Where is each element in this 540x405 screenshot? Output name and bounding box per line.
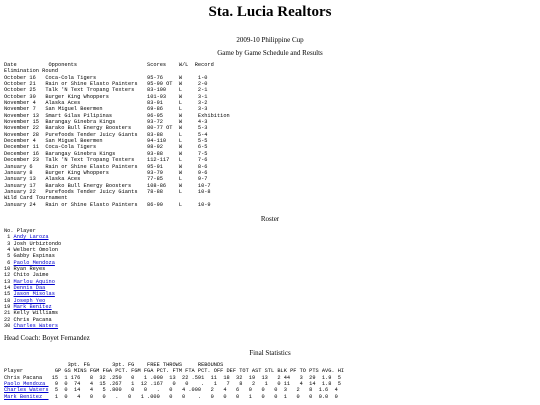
player-number: 10 (4, 266, 14, 273)
player-link[interactable]: Jason Misolas (13, 291, 55, 298)
player-number: 5 (4, 253, 14, 260)
player-link[interactable]: Paolo Mendoza (13, 259, 55, 266)
stats-heading: Final Statistics (249, 349, 291, 357)
roster-row (4, 323, 61, 329)
stats-values: 1 0 4 0 0 . 0 1 .000 0 0 . 0 0 0 1 0 0 1 0 0 0.0 0 (48, 393, 338, 400)
schedule-row: January 22 Purefoods Tender Juicy Giants 78-88 L 10-8 (4, 188, 211, 195)
schedule-row: December 16 Barangay Ginebra Kings 93-88 W 7-5 (4, 150, 208, 157)
player-number: 30 (4, 323, 14, 330)
player-name: Josh Urbiztondo (13, 240, 62, 247)
player-number: 22 (4, 316, 14, 323)
stats-header-group: 3pt. FG 3pt. FG FREE THROWS REBOUNDS (4, 362, 224, 368)
roster-list (4, 228, 61, 330)
schedule-row: December 11 Coca-Cola Tigers 98-92 W 6-5 (4, 144, 208, 151)
page-title: Sta. Lucia Realtors (208, 4, 332, 20)
stats-table (4, 362, 344, 400)
schedule-table (4, 62, 230, 208)
player-number: 1 (4, 234, 14, 241)
player-name: Gabby Espinas (13, 253, 55, 260)
schedule-row: November 15 Barangay Ginebra Kings 93-72 W 4-3 (4, 119, 208, 126)
player-link[interactable]: Dennis Daa (13, 285, 46, 292)
player-link[interactable]: Marlou Aquino (13, 278, 55, 285)
player-link[interactable]: Charles Waters (4, 387, 49, 394)
player-number: 13 (4, 278, 14, 285)
schedule-header: Date Opponents Scores W/L Record (4, 62, 214, 68)
schedule-row: January 17 Barako Bull Energy Boosters 108-86 W 10-7 (4, 182, 211, 189)
player-link[interactable]: Charles Waters (13, 323, 59, 330)
player-number: 18 (4, 297, 14, 304)
player-link[interactable]: Andy Laroza (13, 234, 49, 241)
player-link[interactable]: Mark Benitez (13, 304, 52, 311)
player-name: Kelly Williams (13, 310, 59, 317)
schedule-row: Wild Card Tournament (4, 195, 68, 202)
player-number: 3 (4, 240, 14, 247)
player-name: Welbert Omolon (13, 247, 59, 254)
stats-values: 15 1 176 8 32 .250 0 1 .000 13 22 .591 11 18 32 19 13 2 44 3 29 1.9 5 (48, 374, 341, 381)
roster-header: No. Player (4, 228, 36, 234)
schedule-row: November 7 San Miguel Beermen 69-86 L 3-3 (4, 106, 208, 113)
schedule-row: October 25 Talk 'N Text Tropang Texters 83-100 L 2-1 (4, 87, 208, 94)
player-number: 19 (4, 304, 14, 311)
player-number: 12 (4, 272, 14, 279)
player-number: 15 (4, 291, 14, 298)
stats-values: 9 0 74 4 15 .267 1 12 .167 0 0 . 1 7 8 2 1 0 11 4 14 1.8 5 (48, 381, 341, 388)
player-number: 4 (4, 247, 14, 254)
schedule-row: October 16 Coca-Cola Tigers 95-76 W 1-0 (4, 74, 208, 81)
player-link[interactable]: Mark Benitez (4, 393, 49, 400)
player-name: Chris Pacana (4, 374, 49, 381)
player-link[interactable]: Joseph Yeo (13, 297, 46, 304)
stats-row (4, 394, 344, 400)
schedule-row: December 4 San Miguel Beermen 94-110 L 5-5 (4, 138, 208, 145)
head-coach: Head Coach: Boyet Fernandez (4, 334, 90, 342)
schedule-row: October 21 Rain or Shine Elasto Painters 95-90 OT W 2-0 (4, 81, 208, 88)
player-number: 14 (4, 285, 14, 292)
schedule-row: November 13 Smart Gilas Pilipinas 96-95 W Exhibition (4, 112, 230, 119)
schedule-row: January 13 Alaska Aces 77-85 L 9-7 (4, 176, 208, 183)
player-name: Chris Pacana (13, 316, 52, 323)
schedule-heading: Game by Game Schedule and Results (217, 49, 323, 57)
player-number: 6 (4, 259, 14, 266)
schedule-row: November 22 Barako Bull Energy Boosters 80-77 OT W 5-3 (4, 125, 208, 132)
stats-values: 5 0 14 4 5 .800 0 0 . 0 4 .000 2 4 6 0 0 0 3 2 8 1.6 4 (48, 387, 338, 394)
schedule-row: January 8 Burger King Whoppers 93-79 W 9-6 (4, 169, 208, 176)
schedule-row: December 23 Talk 'N Text Tropang Texters 112-117 L 7-6 (4, 157, 208, 164)
player-name: Ryan Reyes (13, 266, 46, 273)
season-subtitle: 2009-10 Philippine Cup (236, 36, 304, 44)
schedule-row: January 6 Rain or Shine Elasto Painters 95-91 W 8-6 (4, 163, 208, 170)
player-number: 21 (4, 310, 14, 317)
stats-header: Player GP GS MINS FGM FGA PCT. FGM FGA PCT. FTM FTA PCT. OFF DEF TOT AST STL BLK PF TO PTS AVG. HI (4, 368, 345, 375)
player-link[interactable]: Paolo Mendoza (4, 381, 49, 388)
schedule-row: January 24 Rain or Shine Elasto Painters 86-90 L 10-9 (4, 201, 211, 208)
schedule-row: November 28 Purefoods Tender Juicy Giants 83-88 L 5-4 (4, 131, 208, 138)
roster-heading: Roster (260, 215, 280, 223)
player-name: Chito Jaime (13, 272, 49, 279)
schedule-row: Elimination Round (4, 68, 59, 75)
schedule-row: October 30 Burger King Whoppers 101-93 W 3-1 (4, 93, 208, 100)
schedule-row: November 4 Alaska Aces 83-91 L 3-2 (4, 100, 208, 107)
